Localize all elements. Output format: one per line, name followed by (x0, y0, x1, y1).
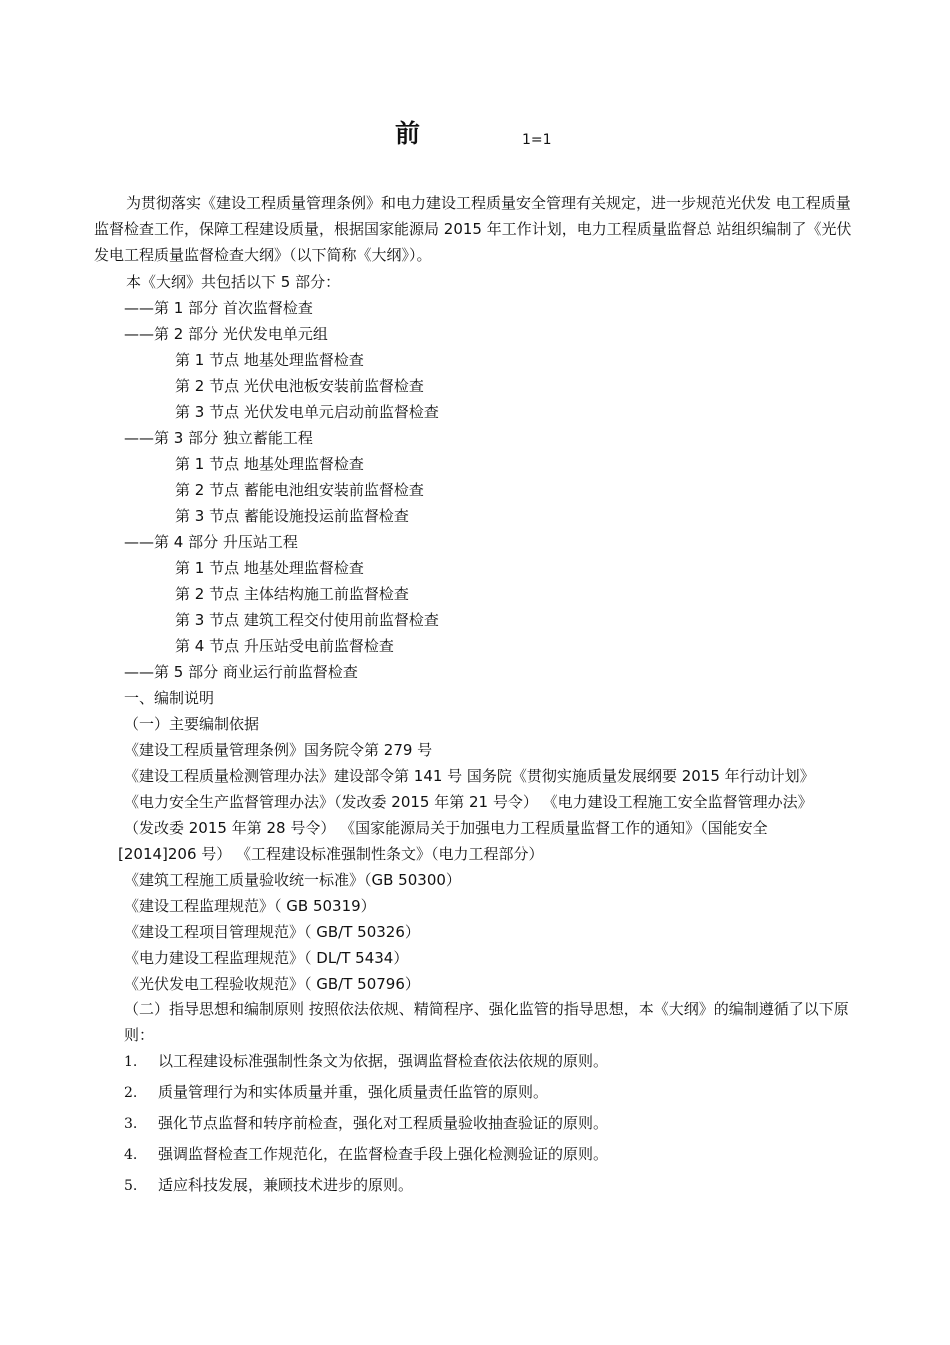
basis-item: 《电力安全生产监督管理办法》（发改委 2015 年第 21 号令） 《电力建设工程施工安全监督管理办法》 (124, 793, 813, 811)
principle-text: 质量管理行为和实体质量并重，强化质量责任监管的原则。 (158, 1083, 549, 1101)
intro-paragraph: 为贯彻落实《建设工程质量管理条例》和电力建设工程质量安全管理有关规定，进一步规范光伏发 电工程质量监督检查工作，保障工程建设质量，根据国家能源局 2015 年工作计划，电力工程质量监督总 站组织编制了《光伏发电工程质量监督检查大纲》（以下简称《大纲》）。 (94, 194, 852, 264)
outline-item: 第 2 节点 主体结构施工前监督检查 (175, 585, 409, 603)
principle-item (124, 1174, 413, 1195)
principle-item (124, 1081, 548, 1102)
principle-number: 4. (124, 1147, 138, 1163)
outline-item: 第 3 节点 光伏发电单元启动前监督检查 (175, 403, 439, 421)
principle-item (124, 1050, 608, 1071)
principle-item (124, 1112, 608, 1133)
outline-intro: 本《大纲》共包括以下 5 部分： (126, 273, 341, 291)
principle-number: 5. (124, 1178, 138, 1194)
basis-item: 《建筑工程施工质量验收统一标准》（GB 50300） (124, 871, 461, 889)
section-heading: 一、编制说明 (124, 689, 215, 707)
outline-item: 第 2 节点 蓄能电池组安装前监督检查 (175, 481, 424, 499)
page-title: 前 (395, 119, 421, 148)
outline-item: 第 4 节点 升压站受电前监督检查 (175, 637, 394, 655)
outline-item: 第 3 节点 建筑工程交付使用前监督检查 (175, 611, 439, 629)
outline-item: ——第 3 部分 独立蓄能工程 (124, 429, 313, 447)
basis-item: 《光伏发电工程验收规范》（ GB/T 50796） (124, 975, 420, 993)
principle-text: 适应科技发展，兼顾技术进步的原则。 (158, 1176, 414, 1194)
subsection-heading: （一）主要编制依据 (124, 715, 260, 733)
principle-item (124, 1143, 608, 1164)
title-suffix: 1=1 (522, 132, 552, 148)
basis-item: 《建设工程监理规范》（ GB 50319） (124, 897, 376, 915)
principle-text: 强调监督检查工作规范化，在监督检查手段上强化检测验证的原则。 (158, 1145, 609, 1163)
basis-item: 《建设工程质量检测管理办法》建设部令第 141 号 国务院《贯彻实施质量发展纲要 2015 年行动计划》 (124, 767, 815, 785)
basis-item: （发改委 2015 年第 28 号令） 《国家能源局关于加强电力工程质量监督工作的通知》（国能安全 (124, 819, 768, 837)
principle-text: 强化节点监督和转序前检查，强化对工程质量验收抽查验证的原则。 (158, 1114, 609, 1132)
principles-intro: （二）指导思想和编制原则 按照依法依规、精简程序、强化监管的指导思想，本《大纲》的编制遵循了以下原则： (124, 1000, 849, 1044)
principle-text: 以工程建设标准强制性条文为依据，强调监督检查依法依规的原则。 (158, 1052, 609, 1070)
outline-item: 第 1 节点 地基处理监督检查 (175, 559, 364, 577)
outline-item: ——第 2 部分 光伏发电单元组 (124, 325, 328, 343)
basis-item: 《电力建设工程监理规范》（ DL/T 5434） (124, 949, 409, 967)
outline-item: ——第 5 部分 商业运行前监督检查 (124, 663, 358, 681)
outline-item: ——第 4 部分 升压站工程 (124, 533, 298, 551)
basis-item: 《建设工程质量管理条例》国务院令第 279 号 (124, 741, 433, 759)
outline-item: ——第 1 部分 首次监督检查 (124, 299, 313, 317)
basis-item: [2014]206 号） 《工程建设标准强制性条文》（电力工程部分） (118, 845, 544, 863)
outline-item: 第 1 节点 地基处理监督检查 (175, 455, 364, 473)
outline-item: 第 3 节点 蓄能设施投运前监督检查 (175, 507, 409, 525)
outline-item: 第 1 节点 地基处理监督检查 (175, 351, 364, 369)
principle-number: 1. (124, 1054, 138, 1070)
principle-number: 3. (124, 1116, 138, 1132)
outline-item: 第 2 节点 光伏电池板安装前监督检查 (175, 377, 424, 395)
principle-number: 2. (124, 1085, 138, 1101)
basis-item: 《建设工程项目管理规范》（ GB/T 50326） (124, 923, 420, 941)
